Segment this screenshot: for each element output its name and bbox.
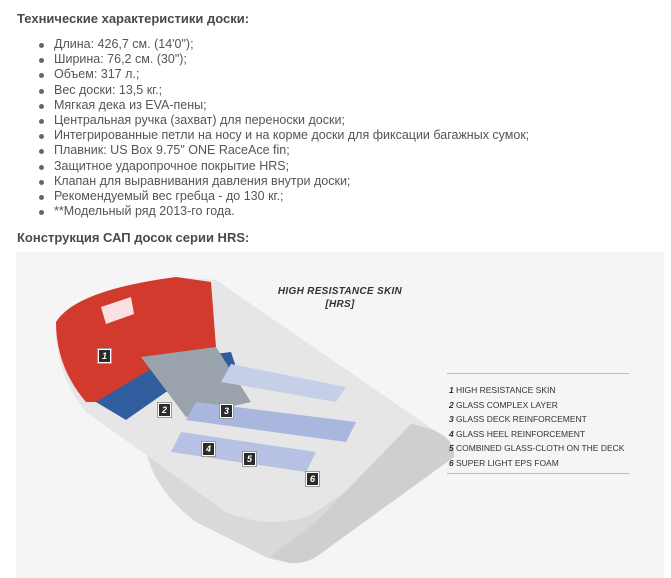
spec-item: Вес доски: 13,5 кг.; xyxy=(54,83,529,98)
spec-item: Рекомендуемый вес гребца - до 130 кг.; xyxy=(54,189,529,204)
callout-badge-2: 2 xyxy=(158,403,171,417)
figure-title-line2: [HRS] xyxy=(325,299,355,310)
spec-item: Ширина: 76,2 см. (30"); xyxy=(54,52,529,67)
spec-item: **Модельный ряд 2013-го года. xyxy=(54,204,529,219)
figure-title-line1: HIGH RESISTANCE SKIN xyxy=(277,286,403,297)
legend-number: 6 xyxy=(449,457,454,468)
legend-label: HIGH RESISTANCE SKIN xyxy=(456,385,556,396)
legend-number: 1 xyxy=(449,385,454,396)
legend-item xyxy=(447,383,629,398)
legend-number: 4 xyxy=(449,428,454,439)
legend-label: GLASS HEEL REINFORCEMENT xyxy=(456,428,586,439)
callout-badge-3: 3 xyxy=(220,404,233,418)
specs-heading: Технические характеристики доски: xyxy=(17,11,250,26)
callout-badge-5: 5 xyxy=(243,452,256,466)
spec-item: Длина: 426,7 см. (14'0"); xyxy=(54,37,529,52)
callout-badge-4: 4 xyxy=(202,442,215,456)
legend-item xyxy=(447,398,629,413)
legend-label: GLASS COMPLEX LAYER xyxy=(456,399,558,410)
figure-title xyxy=(266,285,414,311)
legend-item xyxy=(447,456,629,471)
legend-label: SUPER LIGHT EPS FOAM xyxy=(456,457,559,468)
legend-label: GLASS DECK REINFORCEMENT xyxy=(456,414,587,425)
spec-item: Плавник: US Box 9.75" ONE RaceAce fin; xyxy=(54,143,529,158)
spec-item: Центральная ручка (захват) для переноски доски; xyxy=(54,113,529,128)
legend-number: 5 xyxy=(449,443,454,454)
layer-legend xyxy=(447,373,629,474)
legend-number: 2 xyxy=(449,399,454,410)
spec-item: Мягкая дека из EVA-пены; xyxy=(54,98,529,113)
spec-item: Защитное ударопрочное покрытие HRS; xyxy=(54,159,529,174)
hrs-construction-figure xyxy=(16,252,664,578)
spec-item: Интегрированные петли на носу и на корме доски для фиксации багажных сумок; xyxy=(54,128,530,143)
legend-number: 3 xyxy=(449,414,454,425)
legend-item xyxy=(447,412,629,427)
legend-item xyxy=(447,441,629,456)
legend-item xyxy=(447,427,629,442)
callout-badge-6: 6 xyxy=(306,472,319,486)
callout-badge-1: 1 xyxy=(98,349,111,363)
legend-label: COMBINED GLASS-CLOTH ON THE DECK xyxy=(456,443,625,454)
construction-heading: Конструкция САП досок серии HRS: xyxy=(17,230,250,245)
spec-item: Клапан для выравнивания давления внутри доски; xyxy=(54,174,529,189)
spec-item: Объем: 317 л.; xyxy=(54,67,529,82)
legend-divider xyxy=(447,473,629,474)
specs-list xyxy=(16,37,529,219)
